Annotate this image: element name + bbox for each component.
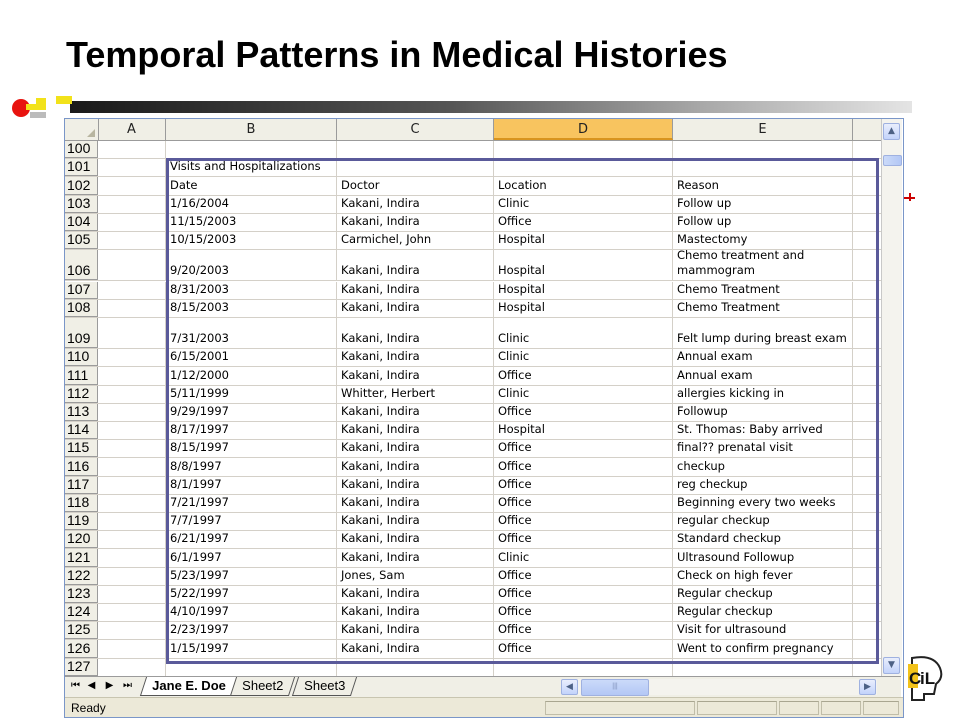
sheet-tab-sheet2[interactable]: Sheet2	[230, 677, 295, 696]
cell-b[interactable]: 5/22/1997	[166, 586, 337, 603]
cell-b[interactable]: 6/1/1997	[166, 549, 337, 566]
row-header[interactable]: 122	[65, 568, 98, 585]
cell-b[interactable]	[166, 659, 337, 676]
horizontal-scroll-thumb[interactable]: |||	[581, 679, 649, 696]
cell-d[interactable]: Office	[494, 568, 673, 585]
cell-a[interactable]	[98, 604, 166, 621]
table-row	[65, 622, 881, 640]
row-header[interactable]: 108	[65, 300, 98, 317]
table-row	[65, 640, 881, 658]
cell-c[interactable]	[337, 141, 494, 158]
cell-a[interactable]	[98, 282, 166, 299]
cell-d[interactable]: Office	[494, 640, 673, 657]
cell-a[interactable]	[98, 141, 166, 158]
cell-a[interactable]	[98, 250, 166, 280]
cell-e[interactable]: Annual exam	[673, 367, 853, 384]
cell-c[interactable]: Kakani, Indira	[337, 531, 494, 548]
cell-d[interactable]: Location	[494, 177, 673, 194]
cell-f[interactable]	[853, 640, 881, 657]
cell-f[interactable]	[853, 495, 881, 512]
cell-b[interactable]: 8/15/2003	[166, 300, 337, 317]
cell-b[interactable]: 4/10/1997	[166, 604, 337, 621]
cell-c[interactable]	[337, 659, 494, 676]
status-segment	[545, 701, 695, 715]
scroll-right-icon[interactable]: ▶	[859, 679, 876, 695]
cell-f[interactable]	[853, 318, 881, 348]
cell-a[interactable]	[98, 367, 166, 384]
select-all-corner[interactable]	[65, 119, 99, 140]
sheet-tab-bar	[65, 676, 901, 697]
cell-e[interactable]: Regular checkup	[673, 604, 853, 621]
cell-f[interactable]	[853, 440, 881, 457]
cell-b[interactable]: 1/16/2004	[166, 196, 337, 213]
cell-d[interactable]: Hospital	[494, 282, 673, 299]
column-header-b[interactable]: B	[166, 119, 337, 140]
row-header[interactable]: 106	[65, 250, 98, 280]
red-mark-decoration	[909, 193, 911, 201]
row-header[interactable]: 110	[65, 349, 98, 366]
row-header[interactable]: 107	[65, 282, 98, 299]
cell-e[interactable]	[673, 659, 853, 676]
cell-e[interactable]: Chemo Treatment	[673, 282, 853, 299]
table-row	[65, 549, 881, 567]
cell-e[interactable]: regular checkup	[673, 513, 853, 530]
cell-b[interactable]: 7/31/2003	[166, 318, 337, 348]
cell-e[interactable]: Beginning every two weeks	[673, 495, 853, 512]
cell-f[interactable]	[853, 458, 881, 475]
cell-f[interactable]	[853, 404, 881, 421]
row-header[interactable]: 104	[65, 214, 98, 231]
cell-d[interactable]: Clinic	[494, 196, 673, 213]
cell-b[interactable]: 10/15/2003	[166, 232, 337, 249]
table-row	[65, 659, 881, 677]
table-row	[65, 250, 881, 281]
cell-a[interactable]	[98, 300, 166, 317]
cell-b[interactable]: 9/29/1997	[166, 404, 337, 421]
cell-a[interactable]	[98, 318, 166, 348]
cell-b[interactable]: 9/20/2003	[166, 250, 337, 280]
row-header[interactable]: 118	[65, 495, 98, 512]
row-header[interactable]: 103	[65, 196, 98, 213]
cell-e[interactable]: Reason	[673, 177, 853, 194]
cell-d[interactable]: Office	[494, 367, 673, 384]
title-underline-bar	[70, 101, 912, 113]
cell-d[interactable]: Office	[494, 477, 673, 494]
spreadsheet-window	[64, 118, 904, 718]
column-header-row	[65, 119, 881, 141]
cell-f[interactable]	[853, 349, 881, 366]
cell-e[interactable]: Visit for ultrasound	[673, 622, 853, 639]
cell-c[interactable]: Kakani, Indira	[337, 513, 494, 530]
cell-c[interactable]	[337, 159, 494, 176]
next-sheet-icon[interactable]: ▶	[105, 680, 114, 691]
cell-a[interactable]	[98, 622, 166, 639]
cell-d[interactable]: Clinic	[494, 349, 673, 366]
cell-a[interactable]	[98, 477, 166, 494]
cell-f[interactable]	[853, 196, 881, 213]
cell-b[interactable]: 8/17/1997	[166, 422, 337, 439]
row-header[interactable]: 123	[65, 586, 98, 603]
table-row	[65, 568, 881, 586]
horizontal-scrollbar[interactable]	[561, 679, 877, 695]
cell-f[interactable]	[853, 513, 881, 530]
cell-c[interactable]: Jones, Sam	[337, 568, 494, 585]
cell-a[interactable]	[98, 495, 166, 512]
cell-a[interactable]	[98, 640, 166, 657]
cell-e[interactable]: Chemo Treatment	[673, 300, 853, 317]
cell-a[interactable]	[98, 531, 166, 548]
cell-b[interactable]: 11/15/2003	[166, 214, 337, 231]
vertical-scroll-thumb[interactable]	[883, 155, 902, 166]
cell-f[interactable]	[853, 604, 881, 621]
table-row	[65, 604, 881, 622]
row-header[interactable]: 114	[65, 422, 98, 439]
cell-b[interactable]: Date	[166, 177, 337, 194]
cell-c[interactable]: Kakani, Indira	[337, 318, 494, 348]
cell-a[interactable]	[98, 386, 166, 403]
row-header[interactable]: 115	[65, 440, 98, 457]
cell-e[interactable]: final?? prenatal visit	[673, 440, 853, 457]
cell-f[interactable]	[853, 282, 881, 299]
table-row	[65, 367, 881, 385]
cell-c[interactable]: Kakani, Indira	[337, 196, 494, 213]
cell-a[interactable]	[98, 513, 166, 530]
cell-c[interactable]: Kakani, Indira	[337, 404, 494, 421]
cell-a[interactable]	[98, 549, 166, 566]
status-segment	[863, 701, 899, 715]
cell-e[interactable]	[673, 159, 853, 176]
yellow-bar-decoration	[36, 98, 46, 110]
cell-d[interactable]: Office	[494, 531, 673, 548]
table-row	[65, 495, 881, 513]
row-header[interactable]: 126	[65, 640, 98, 657]
cell-d[interactable]: Hospital	[494, 300, 673, 317]
cell-d[interactable]: Clinic	[494, 386, 673, 403]
cell-c[interactable]: Whitter, Herbert	[337, 386, 494, 403]
row-header[interactable]: 113	[65, 404, 98, 421]
status-segment	[821, 701, 861, 715]
cell-b[interactable]: 6/21/1997	[166, 531, 337, 548]
cell-d[interactable]: Office	[494, 404, 673, 421]
cell-c[interactable]: Kakani, Indira	[337, 422, 494, 439]
cell-f[interactable]	[853, 386, 881, 403]
cell-a[interactable]	[98, 214, 166, 231]
cell-f[interactable]	[853, 422, 881, 439]
table-row	[65, 422, 881, 440]
cell-f[interactable]	[853, 549, 881, 566]
table-row	[65, 177, 881, 195]
cell-c[interactable]: Carmichel, John	[337, 232, 494, 249]
cell-b[interactable]: 6/15/2001	[166, 349, 337, 366]
column-header-e[interactable]: E	[673, 119, 853, 140]
cell-b[interactable]: Visits and Hospitalizations	[166, 159, 337, 176]
cell-e[interactable]: Mastectomy	[673, 232, 853, 249]
cell-d[interactable]: Hospital	[494, 232, 673, 249]
table-row	[65, 300, 881, 318]
cell-e[interactable]: Ultrasound Followup	[673, 549, 853, 566]
cell-f[interactable]	[853, 214, 881, 231]
sheet-tab-jane-e-doe[interactable]: Jane E. Doe	[140, 677, 238, 696]
first-sheet-icon[interactable]: ⏮	[71, 680, 80, 691]
cell-c[interactable]: Doctor	[337, 177, 494, 194]
cell-d[interactable]: Office	[494, 513, 673, 530]
table-row	[65, 404, 881, 422]
cell-b[interactable]: 5/11/1999	[166, 386, 337, 403]
table-row	[65, 386, 881, 404]
cell-b[interactable]: 2/23/1997	[166, 622, 337, 639]
cell-f[interactable]	[853, 568, 881, 585]
cell-a[interactable]	[98, 159, 166, 176]
cell-e[interactable]: Annual exam	[673, 349, 853, 366]
cell-e[interactable]: St. Thomas: Baby arrived	[673, 422, 853, 439]
cell-f[interactable]	[853, 659, 881, 676]
cell-e[interactable]: Follow up	[673, 214, 853, 231]
cell-e[interactable]: Felt lump during breast exam	[673, 318, 853, 348]
row-header[interactable]: 127	[65, 659, 98, 676]
status-text: Ready	[71, 701, 106, 715]
row-header[interactable]: 102	[65, 177, 98, 194]
svg-text:iL: iL	[920, 669, 936, 688]
column-header-d[interactable]: D	[494, 119, 673, 140]
row-header[interactable]: 109	[65, 318, 98, 348]
column-header-a[interactable]: A	[98, 119, 166, 140]
cell-a[interactable]	[98, 659, 166, 676]
cell-a[interactable]	[98, 232, 166, 249]
table-row	[65, 477, 881, 495]
cell-a[interactable]	[98, 568, 166, 585]
cell-c[interactable]: Kakani, Indira	[337, 214, 494, 231]
scroll-down-icon[interactable]: ▼	[883, 657, 900, 674]
table-row	[65, 586, 881, 604]
cell-e[interactable]: Chemo treatment and mammogram	[673, 250, 853, 280]
row-header[interactable]: 101	[65, 159, 98, 176]
vertical-scrollbar[interactable]	[881, 119, 902, 676]
cell-a[interactable]	[98, 349, 166, 366]
slide-title: Temporal Patterns in Medical Histories	[66, 34, 728, 75]
table-row	[65, 159, 881, 177]
cell-f[interactable]	[853, 531, 881, 548]
cell-e[interactable]: allergies kicking in	[673, 386, 853, 403]
cell-c[interactable]: Kakani, Indira	[337, 640, 494, 657]
cell-f[interactable]	[853, 159, 881, 176]
cell-d[interactable]: Hospital	[494, 250, 673, 280]
cell-c[interactable]: Kakani, Indira	[337, 495, 494, 512]
status-segment	[697, 701, 777, 715]
cell-d[interactable]: Office	[494, 458, 673, 475]
cell-c[interactable]: Kakani, Indira	[337, 477, 494, 494]
cell-d[interactable]: Office	[494, 586, 673, 603]
cell-a[interactable]	[98, 404, 166, 421]
cell-b[interactable]: 7/7/1997	[166, 513, 337, 530]
svg-text:C: C	[909, 669, 922, 688]
column-header-f[interactable]	[853, 119, 881, 140]
cell-f[interactable]	[853, 300, 881, 317]
table-row	[65, 196, 881, 214]
cell-a[interactable]	[98, 422, 166, 439]
cell-c[interactable]: Kakani, Indira	[337, 349, 494, 366]
table-row	[65, 349, 881, 367]
status-segment	[779, 701, 819, 715]
cell-e[interactable]: Standard checkup	[673, 531, 853, 548]
cell-f[interactable]	[853, 232, 881, 249]
cell-c[interactable]: Kakani, Indira	[337, 586, 494, 603]
cell-a[interactable]	[98, 440, 166, 457]
cell-c[interactable]: Kakani, Indira	[337, 458, 494, 475]
column-header-c[interactable]: C	[337, 119, 494, 140]
cell-f[interactable]	[853, 477, 881, 494]
cell-b[interactable]: 8/15/1997	[166, 440, 337, 457]
row-header[interactable]: 124	[65, 604, 98, 621]
cell-e[interactable]: reg checkup	[673, 477, 853, 494]
cell-b[interactable]: 7/21/1997	[166, 495, 337, 512]
cell-e[interactable]	[673, 141, 853, 158]
cell-b[interactable]	[166, 141, 337, 158]
table-row	[65, 440, 881, 458]
row-header[interactable]: 120	[65, 531, 98, 548]
cell-a[interactable]	[98, 458, 166, 475]
cell-d[interactable]: Clinic	[494, 549, 673, 566]
row-header[interactable]: 119	[65, 513, 98, 530]
cell-d[interactable]	[494, 141, 673, 158]
table-row	[65, 458, 881, 476]
scroll-up-icon[interactable]: ▲	[883, 123, 900, 140]
cell-c[interactable]: Kakani, Indira	[337, 440, 494, 457]
cell-b[interactable]: 8/31/2003	[166, 282, 337, 299]
table-row	[65, 141, 881, 159]
table-row	[65, 214, 881, 232]
cell-b[interactable]: 1/15/1997	[166, 640, 337, 657]
cell-d[interactable]: Office	[494, 495, 673, 512]
scroll-left-icon[interactable]: ◀	[561, 679, 578, 695]
cell-e[interactable]: Follow up	[673, 196, 853, 213]
row-header[interactable]: 125	[65, 622, 98, 639]
grey-bar-decoration	[30, 112, 46, 118]
cell-d[interactable]: Office	[494, 440, 673, 457]
table-row	[65, 513, 881, 531]
sheet-tab-sheet3[interactable]: Sheet3	[292, 677, 357, 696]
cell-b[interactable]: 8/1/1997	[166, 477, 337, 494]
cell-e[interactable]: checkup	[673, 458, 853, 475]
row-header[interactable]: 105	[65, 232, 98, 249]
yellow-bar-decoration	[56, 96, 72, 104]
cell-c[interactable]: Kakani, Indira	[337, 282, 494, 299]
cell-d[interactable]: Office	[494, 214, 673, 231]
prev-sheet-icon[interactable]: ◀	[87, 680, 96, 691]
cell-c[interactable]: Kakani, Indira	[337, 250, 494, 280]
row-header[interactable]: 112	[65, 386, 98, 403]
cell-d[interactable]	[494, 659, 673, 676]
cell-f[interactable]	[853, 177, 881, 194]
row-header[interactable]: 116	[65, 458, 98, 475]
cell-d[interactable]: Office	[494, 604, 673, 621]
table-row	[65, 282, 881, 300]
cell-f[interactable]	[853, 586, 881, 603]
table-row	[65, 232, 881, 250]
cell-f[interactable]	[853, 367, 881, 384]
cell-e[interactable]: Check on high fever	[673, 568, 853, 585]
cell-c[interactable]: Kakani, Indira	[337, 300, 494, 317]
cell-d[interactable]: Hospital	[494, 422, 673, 439]
cell-d[interactable]: Clinic	[494, 318, 673, 348]
cell-b[interactable]: 1/12/2000	[166, 367, 337, 384]
cell-c[interactable]: Kakani, Indira	[337, 604, 494, 621]
cell-d[interactable]	[494, 159, 673, 176]
last-sheet-icon[interactable]: ⏭	[123, 680, 132, 691]
lab-logo-icon	[904, 654, 944, 702]
row-header[interactable]: 100	[65, 141, 98, 158]
cell-f[interactable]	[853, 250, 881, 280]
cell-c[interactable]: Kakani, Indira	[337, 367, 494, 384]
cell-d[interactable]: Office	[494, 622, 673, 639]
cell-a[interactable]	[98, 586, 166, 603]
row-header[interactable]: 117	[65, 477, 98, 494]
cell-c[interactable]: Kakani, Indira	[337, 622, 494, 639]
cell-c[interactable]: Kakani, Indira	[337, 549, 494, 566]
cell-a[interactable]	[98, 196, 166, 213]
cell-f[interactable]	[853, 622, 881, 639]
status-bar	[65, 697, 903, 718]
table-row	[65, 318, 881, 349]
cell-b[interactable]: 5/23/1997	[166, 568, 337, 585]
cell-e[interactable]: Followup	[673, 404, 853, 421]
row-header[interactable]: 111	[65, 367, 98, 384]
cell-a[interactable]	[98, 177, 166, 194]
cell-b[interactable]: 8/8/1997	[166, 458, 337, 475]
cell-e[interactable]: Regular checkup	[673, 586, 853, 603]
table-row	[65, 531, 881, 549]
cell-e[interactable]: Went to confirm pregnancy	[673, 640, 853, 657]
row-header[interactable]: 121	[65, 549, 98, 566]
cell-f[interactable]	[853, 141, 881, 158]
